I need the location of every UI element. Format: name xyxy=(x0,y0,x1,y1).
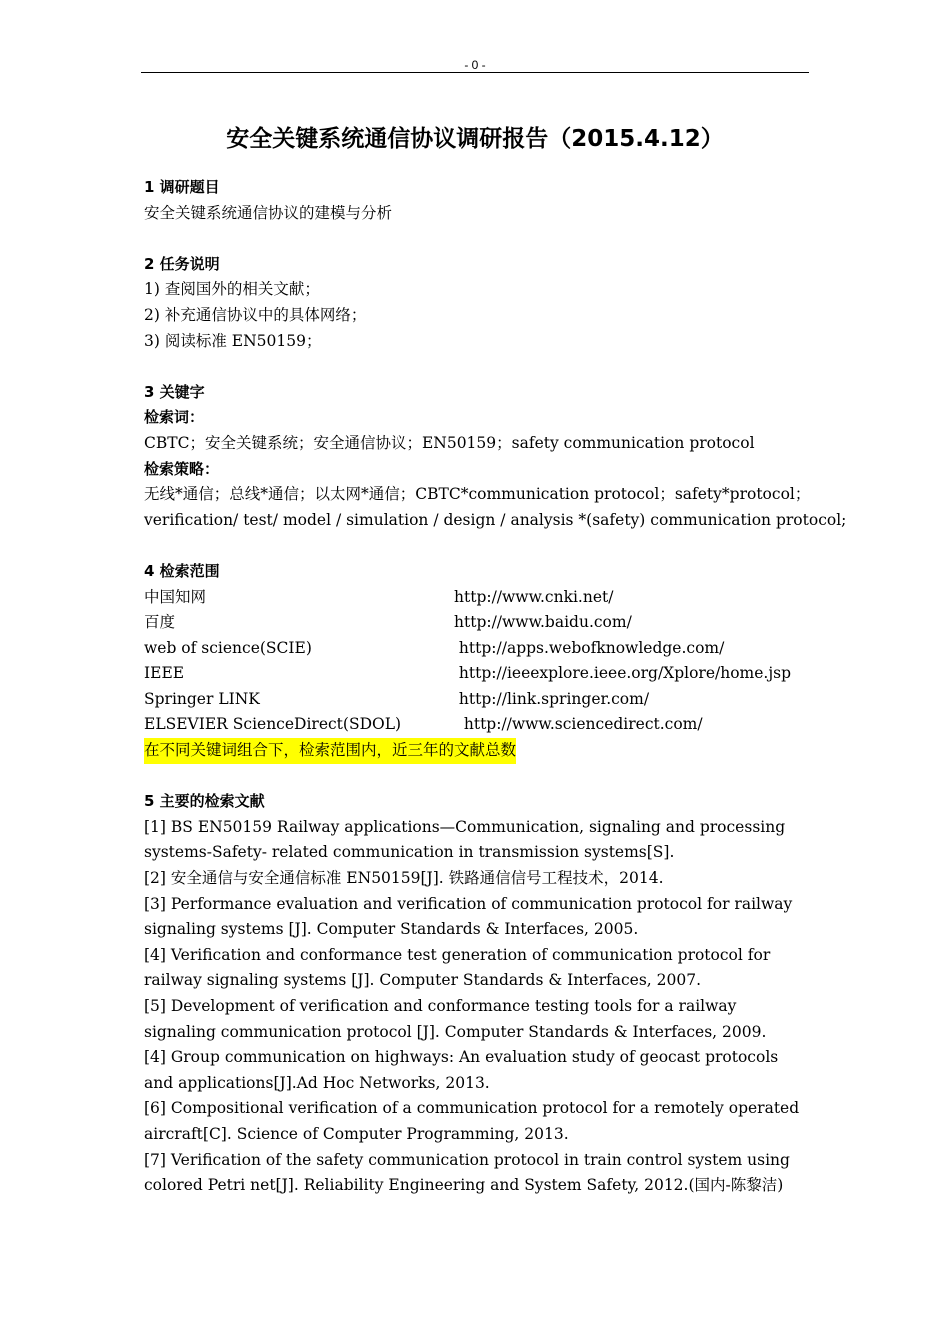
strategy-line-1: 无线*通信；总线*通信；以太网*通信；CBTC*communication protocol；safety*protocol； xyxy=(144,485,811,504)
source-row xyxy=(144,636,812,662)
reference-item: [1] BS EN50159 Railway applications—Communication, signaling and processing systems-Safety- related communication in transmission systems[S]. xyxy=(144,817,786,862)
reference-item: [4] Verification and conformance test generation of communication protocol for railway signaling systems [J]. Computer Standards & Interfaces, 2007. xyxy=(144,945,771,990)
page-header xyxy=(141,58,809,73)
task-item: 3) 阅读标准 EN50159； xyxy=(144,331,322,350)
reference-item: [3] Performance evaluation and verification of communication protocol for railway signaling systems [J]. Computer Standards & Interfaces, 2005. xyxy=(144,894,793,939)
source-name: 中国知网 xyxy=(144,587,207,606)
task-item: 1) 查阅国外的相关文献； xyxy=(144,280,320,299)
source-url: http://www.sciencedirect.com/ xyxy=(454,715,703,734)
source-name: 百度 xyxy=(144,613,176,632)
source-url: http://ieeexplore.ieee.org/Xplore/home.jsp xyxy=(454,664,792,683)
source-row xyxy=(144,712,812,738)
strategy-line-2: verification/ test/ model / simulation / design / analysis *(safety) communication protocol; xyxy=(144,510,847,529)
highlighted-note: 在不同关键词组合下，检索范围内，近三年的文献总数 xyxy=(144,738,516,764)
reference-item: [7] Verification of the safety communication protocol in train control system using colored Petri net[J]. Reliability Engineering and System Safety, 2012.(国内-陈黎洁) xyxy=(144,1150,790,1195)
source-row xyxy=(144,661,812,687)
source-name: ELSEVIER ScienceDirect(SDOL) xyxy=(144,715,402,734)
source-url: http://apps.webofknowledge.com/ xyxy=(454,638,725,657)
reference-item: [6] Compositional verification of a communication protocol for a remotely operated aircraft[C]. Science of Computer Programming, 2013. xyxy=(144,1099,800,1143)
section-2-heading: 2 任务说明 xyxy=(144,254,220,273)
document-body xyxy=(144,175,847,1199)
keywords-label: 检索词： xyxy=(144,408,205,427)
strategy-label: 检索策略： xyxy=(144,459,220,478)
task-item: 2) 补充通信协议中的具体网络； xyxy=(144,305,367,324)
source-name: Springer LINK xyxy=(144,689,260,708)
section-4-heading: 4 检索范围 xyxy=(144,561,220,580)
source-row xyxy=(144,585,812,611)
keywords-text: CBTC；安全关键系统；安全通信协议；EN50159；safety communication protocol xyxy=(144,433,755,452)
page-number: - 0 - xyxy=(464,58,486,72)
source-url: http://www.baidu.com/ xyxy=(454,613,632,632)
source-name: IEEE xyxy=(144,664,185,683)
source-row xyxy=(144,610,812,636)
source-url: http://www.cnki.net/ xyxy=(454,587,614,606)
reference-item: [2] 安全通信与安全通信标准 EN50159[J]. 铁路通信信号工程技术，2014. xyxy=(144,869,664,888)
reference-item: [4] Group communication on highways: An evaluation study of geocast protocols and applications[J].Ad Hoc Networks, 2013. xyxy=(144,1048,779,1092)
document-title: 安全关键系统通信协议调研报告（2015.4.12） xyxy=(226,126,724,152)
section-1-heading: 1 调研题目 xyxy=(144,178,220,196)
section-5-heading: 5 主要的检索文献 xyxy=(144,792,265,811)
reference-item: [5] Development of verification and conformance testing tools for a railway signaling communication protocol [J]. Computer Standards & Interfaces, 2009. xyxy=(144,997,767,1041)
source-url: http://link.springer.com/ xyxy=(454,689,650,708)
source-name: web of science(SCIE) xyxy=(144,638,312,657)
source-row xyxy=(144,687,812,713)
section-1-text: 安全关键系统通信协议的建模与分析 xyxy=(144,203,393,222)
section-3-heading: 3 关键字 xyxy=(144,382,205,401)
